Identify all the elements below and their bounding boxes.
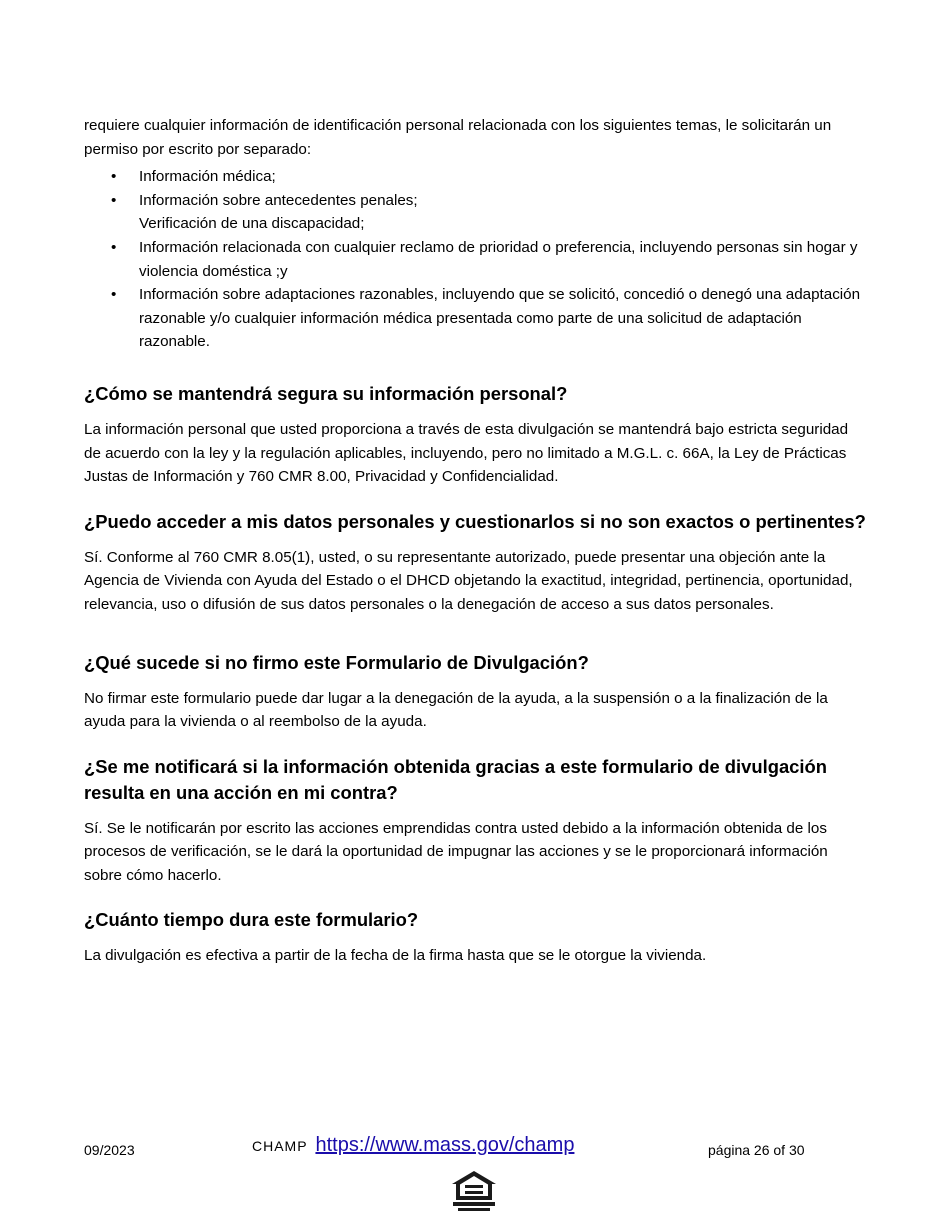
list-item <box>84 283 868 354</box>
section-heading-duration: ¿Cuánto tiempo dura este formulario? <box>84 909 419 931</box>
list-item-text: Información relacionada con cualquier reclamo de prioridad o preferencia, incluyendo personas sin hogar y violencia doméstica ;y <box>139 238 858 280</box>
list-item <box>84 189 868 236</box>
footer-program <box>252 1134 574 1157</box>
list-item <box>84 236 868 283</box>
section-body-notification: Sí. Se le notificarán por escrito las acciones emprendidas contra usted debido a la información obtenida de los procesos de verificación, se le dará la oportunidad de impugnar las acciones y se le proporcionará información sobre cómo hacerlo. <box>84 819 828 884</box>
section-body-not-signing: No firmar este formulario puede dar lugar a la denegación de la ayuda, a la suspensión o a la finalización de la ayuda para la vivienda o al reembolso de la ayuda. <box>84 689 828 731</box>
champ-link[interactable]: https://www.mass.gov/champ <box>315 1134 575 1156</box>
intro-paragraph: requiere cualquier información de identificación personal relacionada con los siguientes temas, le solicitarán un permiso por escrito por separado: <box>84 117 832 158</box>
document-page <box>84 114 868 968</box>
list-item <box>84 165 868 189</box>
section-heading-security: ¿Cómo se mantendrá segura su información personal? <box>84 382 568 404</box>
footer-date: 09/2023 <box>84 1142 135 1158</box>
section-body-security: La información personal que usted proporciona a través de esta divulgación se mantendrá bajo estricta seguridad de acuerdo con la ley y la regulación aplicables, incluyendo, pero no limitado a M.G.L. c. 66A, la Ley de Prácticas Justas de Información y 760 CMR 8.00, Privacidad y Confidencialidad. <box>84 420 849 486</box>
bullet-icon: • <box>111 168 117 186</box>
bullet-icon: • <box>111 286 117 304</box>
list-item-text: Información sobre adaptaciones razonables, incluyendo que se solicitó, concedió o denegó una adaptación razonable y/o cualquier información médica presentada como parte de una solicitud de adaptación razonable. <box>139 286 861 351</box>
page-footer <box>0 1134 950 1164</box>
section-body-access: Sí. Conforme al 760 CMR 8.05(1), usted, o su representante autorizado, puede presentar una objeción ante la Agencia de Vivienda con Ayuda del Estado o el DHCD objetando la exactitud, integridad, pertinencia, oportunidad, relevancia, uso o difusión de sus datos personales o la denegación de acceso a sus datos personales. <box>84 548 853 613</box>
bullet-icon: • <box>111 191 117 209</box>
section-heading-not-signing: ¿Qué sucede si no firmo este Formulario de Divulgación? <box>84 651 589 673</box>
bullet-list <box>84 165 868 354</box>
list-item-continuation: Verificación de una discapacidad; <box>139 215 365 233</box>
equal-housing-opportunity-icon <box>450 1170 498 1212</box>
footer-program-name: CHAMP <box>252 1138 308 1154</box>
section-body-duration: La divulgación es efectiva a partir de la fecha de la firma hasta que se le otorgue la vivienda. <box>84 947 707 965</box>
list-item-text: Información sobre antecedentes penales; <box>139 191 418 209</box>
bullet-icon: • <box>111 238 117 256</box>
footer-page-number: página 26 of 30 <box>708 1142 805 1158</box>
list-item-text: Información médica; <box>139 168 276 186</box>
section-heading-access: ¿Puedo acceder a mis datos personales y cuestionarlos si no son exactos o pertinentes? <box>84 510 866 532</box>
section-heading-notification: ¿Se me notificará si la información obtenida gracias a este formulario de divulgación resulta en una acción en mi contra? <box>84 755 827 803</box>
